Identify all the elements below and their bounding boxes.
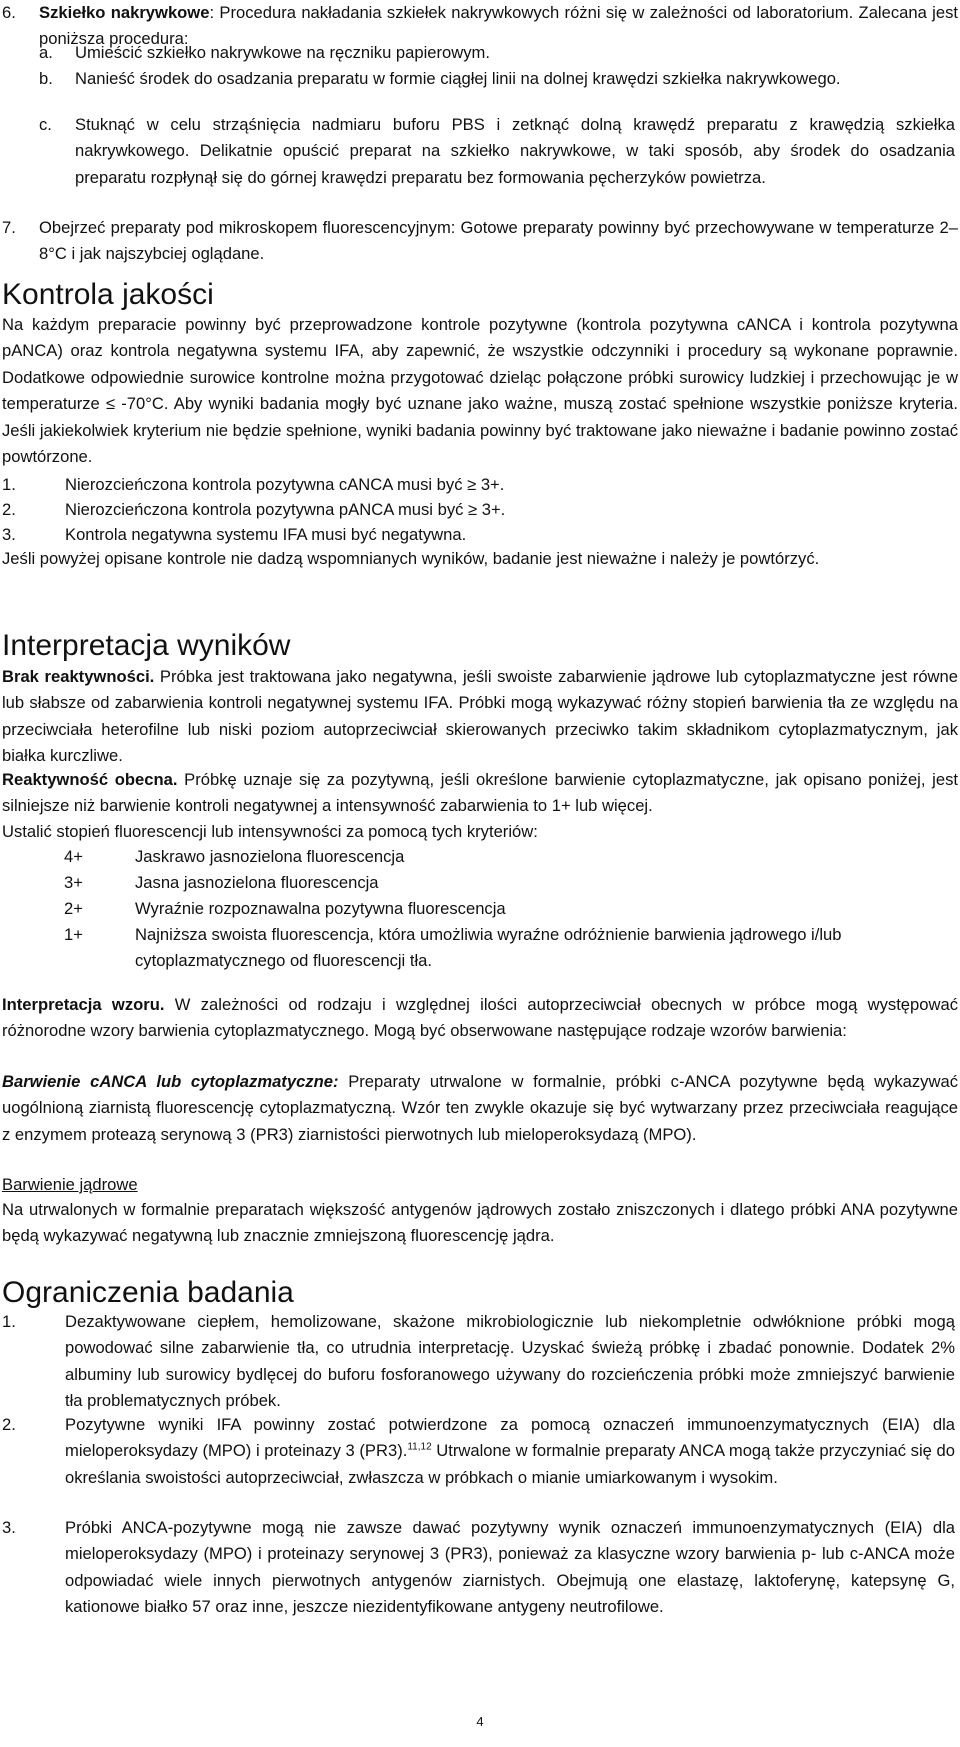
- criterion-1-number: 1.: [2, 475, 16, 494]
- grade-4-value: 4+: [64, 847, 83, 866]
- criterion-3-text: Kontrola negatywna systemu IFA musi być negatywna.: [65, 525, 467, 544]
- grade-3-value: 3+: [64, 873, 83, 892]
- criterion-2-number: 2.: [2, 500, 16, 519]
- quality-control-closing: Jeśli powyżej opisane kontrole nie dadzą wspomnianych wyników, badanie jest nieważne i należy je powtórzyć.: [2, 549, 820, 568]
- substep-a-label: a.: [39, 43, 53, 62]
- reactivity-paragraph: [2, 767, 958, 820]
- canca-label: Barwienie cANCA lub cytoplazmatyczne:: [2, 1072, 339, 1091]
- item-7-number: 7.: [2, 218, 16, 237]
- substep-b-label: b.: [39, 69, 53, 88]
- canca-text: Preparaty utrwalone w formalnie, próbki c-ANCA pozytywne będą wykazywać uogólnioną ziarnistą fluorescencję cytoplazmatyczną. Wzór ten zwykle okazuje się być wytwarzany przez przeciwciała reagujące z enzymem proteazą serynową 3 (PR3) ziarnistości pierwotnych lub mieloperoksydazą (MPO).: [2, 1072, 958, 1144]
- criterion-1-text: Nierozcieńczona kontrola pozytywna cANCA musi być ≥ 3+.: [65, 475, 505, 494]
- criterion-3-number: 3.: [2, 525, 16, 544]
- reactivity-text: Próbkę uznaje się za pozytywną, jeśli określone barwienie cytoplazmatyczne, jak opisano poniżej, jest silniejsze niż barwienie kontroli negatywnej a intensywność zabarwienia to 1+ lub więcej.: [2, 770, 958, 816]
- nuclear-label: Barwienie jądrowe: [2, 1175, 138, 1194]
- limitation-1-number: 1.: [2, 1312, 16, 1331]
- limitation-2-number: 2.: [2, 1415, 16, 1434]
- limitation-2-reference: 11,12: [407, 1441, 432, 1453]
- limitation-3-text: Próbki ANCA-pozytywne mogą nie zawsze dawać pozytywny wynik oznaczeń immunoenzymatycznych (EIA) dla mieloperoksydazy (MPO) i proteinazy serynowej 3 (PR3), ponieważ za klasyczne wzory barwienia p- lub c-ANCA może odpowiadać wiele innych pierwotnych antygenów ziarnistych. Obejmują one elastazę, laktoferynę, katepsynę G, kationowe białko 57 oraz inne, jeszcze niezidentyfikowane antygeny neutrofilowe.: [65, 1518, 955, 1617]
- substep-c-label: c.: [39, 115, 52, 134]
- coverslip-text: : Procedura nakładania szkiełek nakrywkowych różni się w zależności od laboratorium. Zalecana jest poniższa procedura:: [39, 3, 958, 49]
- substep-b-text: Nanieść środek do osadzania preparatu w formie ciągłej linii na dolnej krawędzi szkiełka nakrywkowego.: [75, 69, 841, 88]
- nuclear-staining-title: [2, 1172, 958, 1198]
- limitations-heading: Ograniczenia badania: [2, 1276, 294, 1309]
- limitation-2-text: [65, 1412, 955, 1491]
- pattern-label: Interpretacja wzoru.: [2, 995, 165, 1014]
- substep-c-text: Stuknąć w celu strząśnięcia nadmiaru buforu PBS i zetknąć dolną krawędź preparatu z krawędzią szkiełka nakrywkowego. Delikatnie opuścić preparat na szkiełko nakrywkowe, w taki sposób, aby środek do osadzania preparatu rozpłynął się do górnej krawędzi preparatu bez formowania pęcherzyków powietrza.: [75, 115, 955, 187]
- limitation-3-number: 3.: [2, 1518, 16, 1537]
- grade-1-description: Najniższa swoista fluorescencja, która umożliwia wyraźne odróżnienie barwienia jądrowego i/lub cytoplazmatycznego od fluorescencji tła.: [135, 925, 842, 971]
- nuclear-staining-text: Na utrwalonych w formalnie preparatach większość antygenów jądrowych zostało zniszczonych i dlatego próbki ANA pozytywne będą wykazywać negatywną lub znacznie zmniejszoną fluorescencję jądra.: [2, 1200, 958, 1246]
- no-reactivity-label: Brak reaktywności.: [2, 667, 155, 686]
- substep-a-text: Umieścić szkiełko nakrywkowe na ręczniku papierowym.: [75, 43, 490, 62]
- item-7-text: Obejrzeć preparaty pod mikroskopem fluorescencyjnym: Gotowe preparaty powinny być przechowywane w temperaturze 2–8°C i jak najszybciej oglądane.: [39, 218, 958, 264]
- coverslip-label: Szkiełko nakrywkowe: [39, 3, 210, 22]
- quality-control-paragraph: Na każdym preparacie powinny być przeprowadzone kontrole pozytywne (kontrola pozytywna cANCA i kontrola pozytywna pANCA) oraz kontrola negatywna systemu IFA, aby zapewnić, że wszystkie odczynniki i procedury są wykonane poprawnie. Dodatkowe odpowiednie surowice kontrolne można przygotować dzieląc połączone próbki surowicy ludzkiej i przechowując je w temperaturze ≤ -70°C. Aby wyniki badania mogły być uznane jako ważne, muszą zostać spełnione wszystkie poniższe kryteria. Jeśli jakiekolwiek kryterium nie będzie spełnione, wyniki badania powinny być traktowane jako nieważne i badanie powinno zostać powtórzone.: [2, 315, 958, 467]
- pattern-text: W zależności od rodzaju i względnej ilości autoprzeciwciał obecnych w próbce mogą występować różnorodne wzory barwienia cytoplazmatycznego. Mogą być obserwowane następujące rodzaje wzorów barwienia:: [2, 995, 959, 1041]
- no-reactivity-text: Próbka jest traktowana jako negatywna, jeśli swoiste zabarwienie jądrowe lub cytoplazmatyczne jest równe lub słabsze od zabarwienia kontroli negatywnej systemu IFA. Próbki mogą wykazywać różny stopień barwienia tła ze względu na przeciwciała heterofilne lub niski poziom autoprzeciwciał skierowanych przeciwko takim składnikom cytoplazmatycznym, jak białka kurczliwe.: [2, 667, 958, 766]
- page-number: 4: [476, 1714, 484, 1729]
- item-6-number: 6.: [2, 3, 16, 22]
- limitation-2-text-a: Pozytywne wyniki IFA powinny zostać potwierdzone za pomocą oznaczeń immunoenzymatycznych (EIA) dla mieloperoksydazy (MPO) i proteinazy 3 (PR3).: [65, 1415, 955, 1461]
- grade-4-description: Jaskrawo jasnozielona fluorescencja: [135, 847, 405, 866]
- grade-3-description: Jasna jasnozielona fluorescencja: [135, 873, 379, 892]
- limitation-2-text-b: Utrwalone w formalnie preparaty ANCA mogą także przyczyniać się do określania swoistości autoprzeciwciał, zwłaszcza w próbkach o mianie umiarkowanym i wysokim.: [65, 1441, 955, 1487]
- no-reactivity-paragraph: [2, 664, 958, 770]
- pattern-paragraph: [2, 992, 958, 1045]
- grade-1-value: 1+: [64, 925, 83, 944]
- interpretation-heading: Interpretacja wyników: [2, 629, 291, 662]
- grade-2-value: 2+: [64, 899, 83, 918]
- grading-intro: Ustalić stopień fluorescencji lub intensywności za pomocą tych kryteriów:: [2, 822, 538, 841]
- reactivity-label: Reaktywność obecna.: [2, 770, 178, 789]
- canca-paragraph: [2, 1069, 958, 1148]
- limitation-1-text: Dezaktywowane ciepłem, hemolizowane, skażone mikrobiologicznie lub niekompletnie odwłóknione próbki mogą powodować silne zabarwienie tła, co utrudnia interpretację. Uzyskać świeżą próbkę i zbadać ponownie. Dodatek 2% albuminy lub surowicy bydlęcej do buforu fosforanowego używany do rozcieńczenia próbki może zmniejszyć barwienie tła problematycznych próbek.: [65, 1312, 955, 1411]
- grade-2-description: Wyraźnie rozpoznawalna pozytywna fluorescencja: [135, 899, 506, 918]
- criterion-2-text: Nierozcieńczona kontrola pozytywna pANCA musi być ≥ 3+.: [65, 500, 506, 519]
- quality-control-heading: Kontrola jakości: [2, 278, 214, 311]
